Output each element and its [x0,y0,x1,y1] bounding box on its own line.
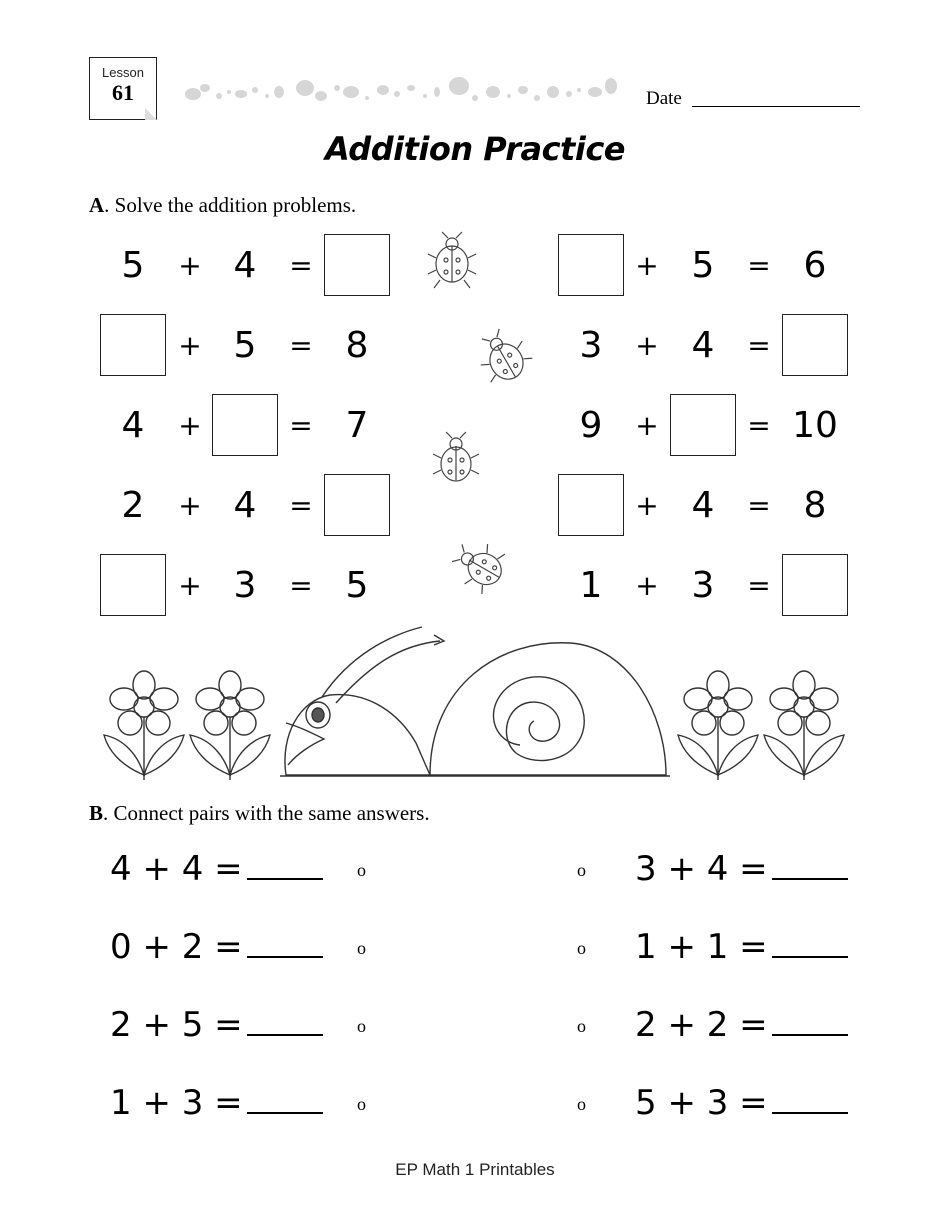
number: 4 [691,484,715,526]
left-equation [110,848,323,889]
number: 3 [233,564,257,606]
flowers-and-snail-illustration [100,615,850,785]
flower-icon [678,671,758,780]
answer-blank[interactable] [247,926,323,958]
answer-box[interactable] [782,314,848,376]
plus-sign: + [635,488,659,522]
plus-sign: + [178,488,202,522]
equals-sign: = [289,408,313,442]
section-a-letter: A [89,193,105,217]
page-title: Addition Practice [325,130,625,168]
right-equation [635,1004,848,1045]
flower-icon [190,671,270,780]
equals-sign: = [747,248,771,282]
connect-dot-right[interactable]: o [577,938,586,958]
answer-blank[interactable] [772,1082,848,1114]
plus-sign: + [635,568,659,602]
left-equation [110,926,323,967]
plus-sign: + [178,328,202,362]
date-input-line[interactable] [692,106,860,107]
plus-sign: + [635,248,659,282]
connect-dot-left[interactable]: o [357,938,366,958]
plus-sign: + [178,248,202,282]
section-b-instruction: . Connect pairs with the same answers. [103,801,430,825]
number: 9 [579,404,603,446]
ladybug-icon [452,538,514,598]
connect-dot-left[interactable]: o [357,1094,366,1114]
plus-sign: + [178,408,202,442]
left-equation [110,1004,323,1045]
equation-text: 2 + 5 = [110,1005,243,1045]
ladybug-icon [420,230,480,292]
lesson-badge [89,57,157,120]
equals-sign: = [289,328,313,362]
ladybug-icon [474,328,536,390]
page-curl-decoration [145,108,157,120]
answer-blank[interactable] [772,848,848,880]
equation-text: 1 + 1 = [635,927,768,967]
equals-sign: = [289,248,313,282]
connect-dot-right[interactable]: o [577,1016,586,1036]
lesson-number: 61 [112,80,134,105]
answer-box[interactable] [782,554,848,616]
date-label: Date [646,88,682,109]
connect-dot-left[interactable]: o [357,860,366,880]
equals-sign: = [289,488,313,522]
equals-sign: = [747,408,771,442]
number: 3 [579,324,603,366]
connect-dot-right[interactable]: o [577,860,586,880]
equation-text: 5 + 3 = [635,1083,768,1123]
right-equation [635,926,848,967]
number: 4 [691,324,715,366]
number: 8 [345,324,369,366]
answer-blank[interactable] [772,926,848,958]
right-equation [635,1082,848,1123]
number: 5 [345,564,369,606]
number: 4 [233,244,257,286]
answer-blank[interactable] [247,848,323,880]
decorative-butterfly-banner [175,68,625,108]
right-equation [635,848,848,889]
number: 4 [233,484,257,526]
number: 2 [121,484,145,526]
equals-sign: = [289,568,313,602]
section-a-instruction: . Solve the addition problems. [104,193,357,217]
answer-blank[interactable] [772,1004,848,1036]
ladybug-icon [428,428,484,490]
lesson-label: Lesson [102,65,144,80]
flower-icon [764,671,844,780]
equals-sign: = [747,328,771,362]
equation-text: 3 + 4 = [635,849,768,889]
answer-blank[interactable] [247,1004,323,1036]
number: 4 [121,404,145,446]
plus-sign: + [635,328,659,362]
answer-box[interactable] [324,234,390,296]
connect-dot-left[interactable]: o [357,1016,366,1036]
answer-blank[interactable] [247,1082,323,1114]
section-b-letter: B [89,801,104,825]
equation-text: 2 + 2 = [635,1005,768,1045]
equals-sign: = [747,488,771,522]
equation-text: 0 + 2 = [110,927,243,967]
number: 5 [691,244,715,286]
flower-icon [104,671,184,780]
number: 10 [792,404,838,446]
number: 5 [233,324,257,366]
equals-sign: = [747,568,771,602]
number: 8 [803,484,827,526]
page-footer: EP Math 1 Printables [395,1160,555,1179]
number: 3 [691,564,715,606]
number: 5 [121,244,145,286]
left-equation [110,1082,323,1123]
snail-icon [280,627,670,776]
answer-box[interactable] [324,474,390,536]
plus-sign: + [178,568,202,602]
equation-text: 4 + 4 = [110,849,243,889]
section-a-heading [89,193,356,218]
plus-sign: + [635,408,659,442]
number: 7 [345,404,369,446]
number: 6 [803,244,827,286]
section-b-heading [89,801,430,826]
equation-text: 1 + 3 = [110,1083,243,1123]
connect-dot-right[interactable]: o [577,1094,586,1114]
number: 1 [579,564,603,606]
